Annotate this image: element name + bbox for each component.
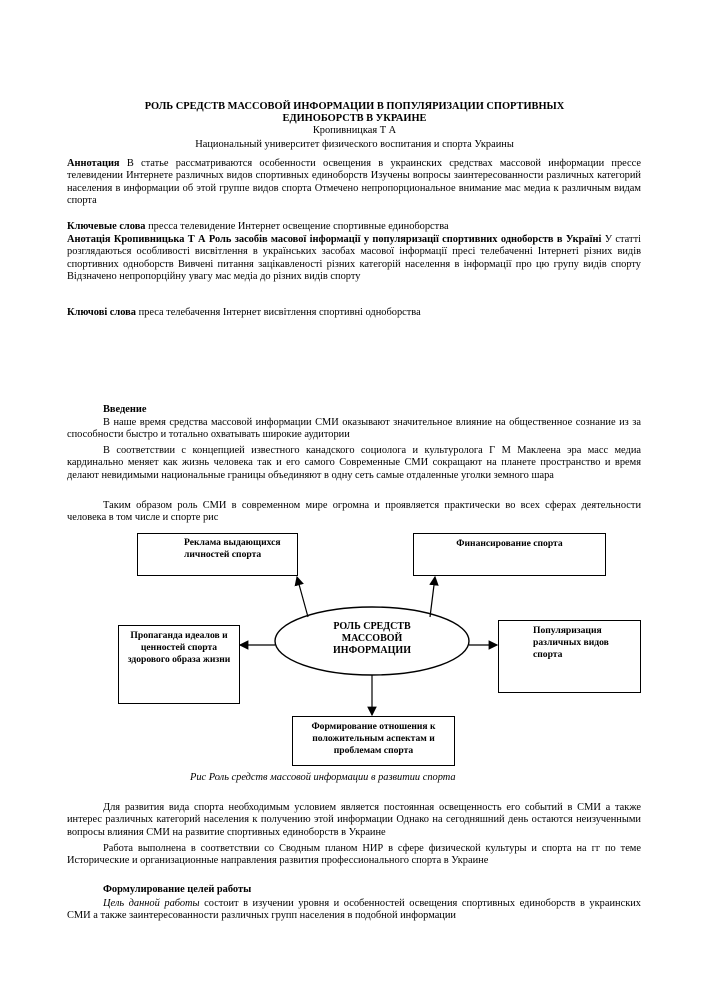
figure-caption: Рис Роль средств массовой информации в развитии спорта bbox=[190, 772, 456, 783]
abstract-ru-text: В статье рассматриваются особенности освещения в украинских средствах массовой информации прессе телевидении Интернете различных видов спортивных единоборств Изучены вопросы заинтересованности различных категорий населения в информации об этой группе видов спорта Отмечено непропорциональное внимание мас медиа к различным видам спорта bbox=[67, 158, 641, 207]
intro-paragraph-2: В соответствии с концепцией известного канадского социолога и культуролога Г М Маклеена эра масс медиа кардинально меняет как жизнь человека так и его самого Современные СМИ сокращают на планете пространство и время делают невидимыми национальные границы объединяют в одну сеть самые отдаленные уголки земного шара bbox=[67, 445, 641, 481]
arrow-to-top-left bbox=[297, 577, 308, 617]
affiliation: Национальный университет физического воспитания и спорта Украины bbox=[195, 139, 514, 150]
goal-label: Цель данной работы bbox=[103, 898, 200, 909]
title-line-2: ЕДИНОБОРСТВ В УКРАИНЕ bbox=[282, 113, 427, 124]
intro-paragraph-3: Таким образом роль СМИ в современном мире огромна и проявляется практически во всех сферах деятельности человека в том числе и спорте рис bbox=[67, 500, 641, 524]
abstract-ua-label: Анотація Кропивницька Т А Роль засобів масової інформації у популяризації спортивних одноборств в Україні bbox=[67, 234, 602, 245]
keywords-ru-label: Ключевые слова bbox=[67, 221, 146, 232]
arrow-to-top-right bbox=[430, 577, 435, 617]
keywords-ua-label: Ключові слова bbox=[67, 307, 136, 318]
diagram-box-top-right: Финансирование спорта bbox=[413, 533, 606, 576]
diagram-box-bottom: Формирование отношения к положительным аспектам и проблемам спорта bbox=[292, 716, 455, 766]
intro-paragraph-1: В наше время средства массовой информации СМИ оказывают значительное влияние на общественное сознание из за способности быстро и тотально охватывать широкие аудитории bbox=[67, 417, 641, 441]
body-paragraph-4: Для развития вида спорта необходимым условием является постоянная освещенность его событий в СМИ а также интерес различных категорий населения к получению этой информации Однако на сегодняшний день остаются неизученными вопросы влияния СМИ на развитие спортивных единоборств в Украине bbox=[67, 802, 641, 838]
author: Кропивницкая Т А bbox=[312, 125, 397, 136]
goal-paragraph bbox=[67, 898, 641, 923]
diagram-box-top-left: Реклама выдающихся личностей спорта bbox=[137, 533, 298, 576]
intro-heading: Введение bbox=[103, 404, 147, 415]
abstract-ua-text: У статті розглядаються особливості висвітлення в українських засобах масової інформації пресі телебаченні Інтернеті різних видів спортивних одноборств Вивчені питання зацікавленості різних категорій населення в інформації про цю групу видів спорту Відзначено непропорційну увагу мас медіа до різних видів спорту bbox=[67, 234, 641, 283]
keywords-ua-text: преса телебачення Інтернет висвітлення спортивні одноборства bbox=[135, 307, 421, 318]
abstract-ru-label: Аннотация bbox=[67, 158, 120, 169]
keywords-ru-text: пресса телевидение Интернет освещение спортивные единоборства bbox=[145, 221, 449, 232]
goals-heading: Формулирование целей работы bbox=[103, 884, 252, 895]
body-paragraph-5: Работа выполнена в соответствии со Сводным планом НИР в сфере физической культуры и спорта на гг по теме Исторические и организационные направления развития профессионального спорта в Украине bbox=[67, 843, 641, 867]
goal-text: состоит в изучении уровня и особенностей освещения спортивных единоборств в украинских СМИ а также заинтересованности различных групп населения в подобной информации bbox=[67, 898, 641, 922]
diagram-box-left: Пропаганда идеалов и ценностей спорта здорового образа жизни bbox=[118, 625, 240, 704]
diagram-center-label: РОЛЬ СРЕДСТВ МАССОВОЙ ИНФОРМАЦИИ bbox=[333, 621, 411, 656]
diagram-box-right: Популяризация различных видов спорта bbox=[498, 620, 641, 693]
title-line-1: РОЛЬ СРЕДСТВ МАССОВОЙ ИНФОРМАЦИИ В ПОПУЛЯРИЗАЦИИ СПОРТИВНЫХ bbox=[144, 101, 565, 112]
